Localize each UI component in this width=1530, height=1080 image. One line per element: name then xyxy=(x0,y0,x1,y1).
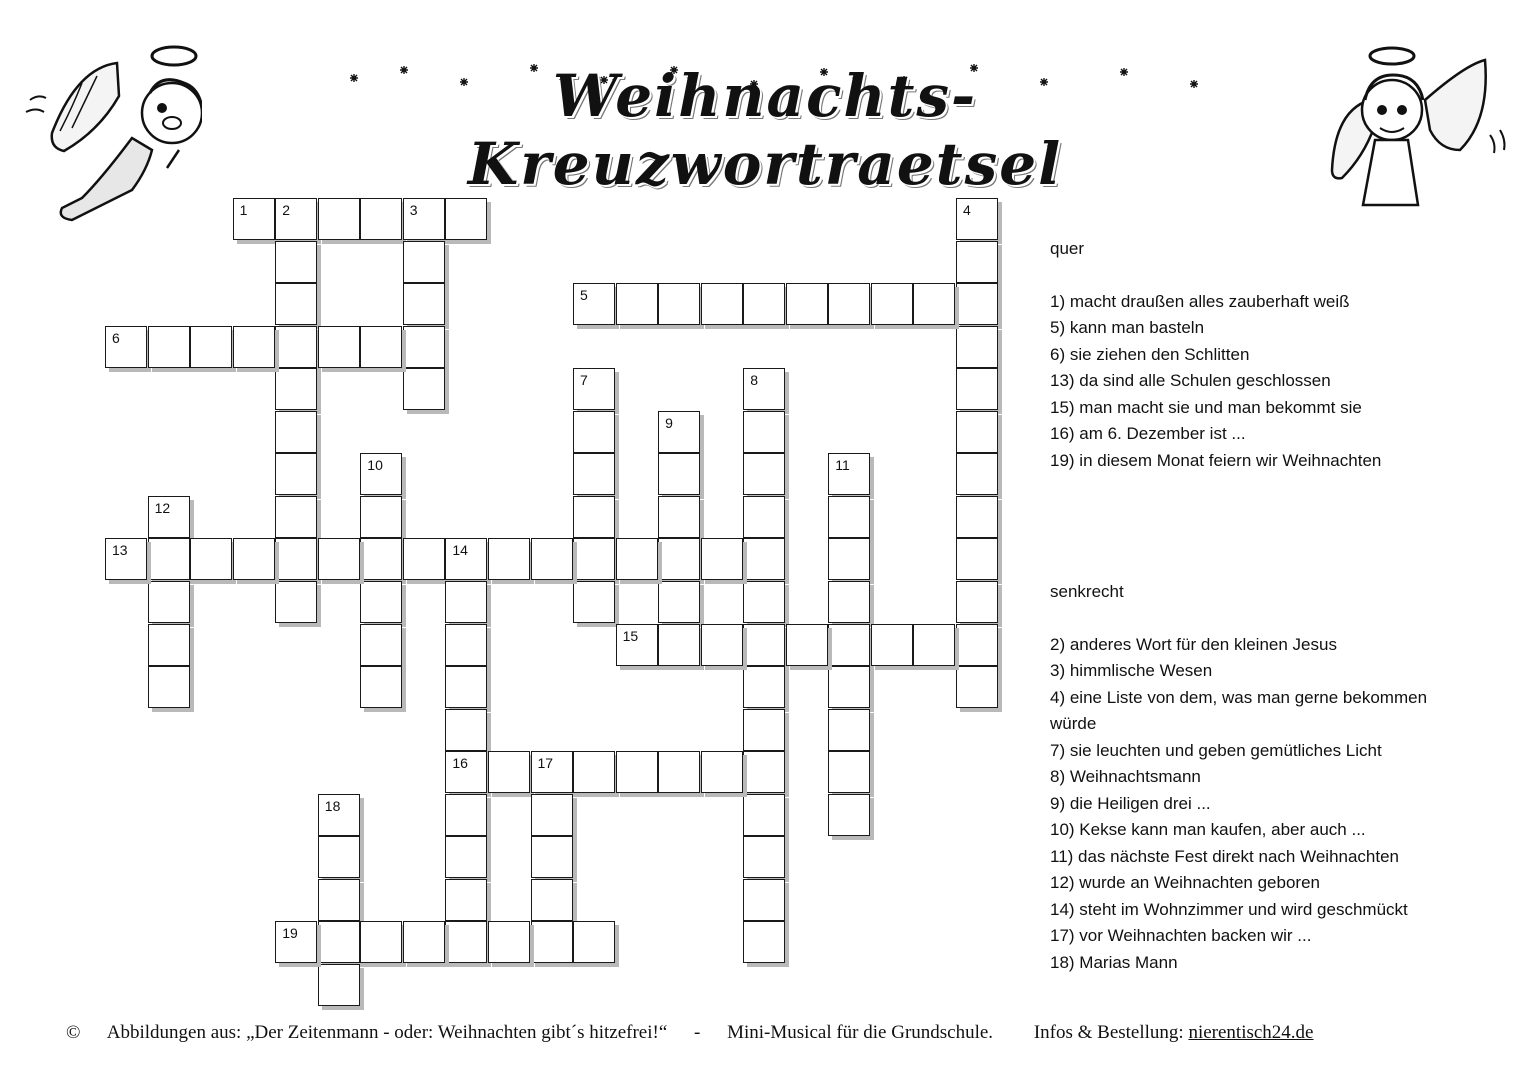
crossword-cell[interactable] xyxy=(275,368,317,410)
crossword-cell[interactable] xyxy=(318,538,360,580)
crossword-cell[interactable] xyxy=(743,709,785,751)
crossword-cell[interactable] xyxy=(318,964,360,1006)
clue-number: 7 xyxy=(580,372,588,389)
crossword-cell[interactable] xyxy=(956,496,998,538)
crossword-cell[interactable] xyxy=(956,368,998,410)
clue-number: 8 xyxy=(750,372,759,389)
crossword-cell[interactable] xyxy=(445,751,487,793)
crossword-cell[interactable] xyxy=(318,198,360,240)
crossword-cell[interactable] xyxy=(956,538,998,580)
clue-across-13: 13) da sind alle Schulen geschlossen xyxy=(1050,371,1331,390)
crossword-cell[interactable] xyxy=(488,751,530,793)
crossword-cell[interactable] xyxy=(743,411,785,453)
crossword-cell[interactable] xyxy=(616,751,658,793)
clue-down-18: 18) Marias Mann xyxy=(1050,952,1178,972)
crossword-cell[interactable] xyxy=(445,921,487,963)
down-clue-list xyxy=(1050,632,1510,977)
crossword-cell[interactable] xyxy=(658,283,700,325)
crossword-cell[interactable] xyxy=(956,411,998,453)
crossword-cell[interactable] xyxy=(743,879,785,921)
crossword-cell[interactable] xyxy=(360,496,402,538)
crossword-cell[interactable] xyxy=(786,624,828,666)
crossword-cell[interactable] xyxy=(360,538,402,580)
crossword-cell[interactable] xyxy=(445,836,487,878)
crossword-cell[interactable] xyxy=(743,836,785,878)
down-heading: senkrecht xyxy=(1050,582,1124,601)
crossword-cell[interactable] xyxy=(701,624,743,666)
crossword-cell[interactable] xyxy=(403,241,445,283)
footer-link[interactable]: nierentisch24.de xyxy=(1188,1022,1314,1043)
crossword-cell[interactable] xyxy=(403,921,445,963)
crossword-cell[interactable] xyxy=(956,453,998,495)
crossword-cell[interactable] xyxy=(743,538,785,580)
crossword-cell[interactable] xyxy=(743,794,785,836)
clue-down-12: 12) wurde an Weihnachten geboren xyxy=(1050,873,1320,892)
clue-down-8: 8) Weihnachtsmann xyxy=(1050,767,1201,786)
crossword-cell[interactable] xyxy=(828,538,870,580)
crossword-cell[interactable] xyxy=(871,283,913,325)
crossword-cell[interactable] xyxy=(275,453,317,495)
across-heading: quer xyxy=(1050,239,1085,258)
crossword-cell[interactable] xyxy=(871,624,913,666)
crossword-cell[interactable] xyxy=(360,921,402,963)
crossword-cell[interactable] xyxy=(275,241,317,283)
crossword-cell[interactable] xyxy=(743,453,785,495)
clue-down-9: 9) die Heiligen drei ... xyxy=(1050,793,1211,813)
crossword-cell[interactable] xyxy=(956,198,998,240)
crossword-cell[interactable] xyxy=(148,624,190,666)
crossword-cell[interactable] xyxy=(956,326,998,368)
crossword-cell[interactable] xyxy=(616,538,658,580)
clue-across-6: 6) sie ziehen den Schlitten xyxy=(1050,344,1250,364)
crossword-cell[interactable] xyxy=(956,581,998,623)
clue-number: 19 xyxy=(282,925,298,942)
crossword-cell[interactable] xyxy=(360,198,402,240)
clue-across-19: 19) in diesem Monat feiern wir Weihnachten xyxy=(1050,450,1382,470)
clue-number: 15 xyxy=(622,627,639,644)
crossword-cell[interactable] xyxy=(658,411,700,453)
copyright-symbol: © xyxy=(66,1022,81,1043)
clue-number: 17 xyxy=(537,755,554,772)
crossword-cell[interactable] xyxy=(956,241,998,283)
crossword-cell[interactable] xyxy=(828,751,870,793)
crossword-cell[interactable] xyxy=(743,496,785,538)
crossword-cell[interactable] xyxy=(148,496,190,538)
crossword-cell[interactable] xyxy=(318,794,360,836)
crossword-cell[interactable] xyxy=(190,326,232,368)
page-title: Weihnachts-Kreuzwortraetsel xyxy=(467,62,1063,198)
crossword-cell[interactable] xyxy=(360,326,402,368)
crossword-cell[interactable] xyxy=(360,581,402,623)
clue-across-1: 1) macht draußen alles zauberhaft weiß xyxy=(1050,291,1350,311)
clue-number: 14 xyxy=(452,542,468,559)
crossword-cell[interactable] xyxy=(828,709,870,751)
crossword-cell[interactable] xyxy=(701,751,743,793)
crossword-cell[interactable] xyxy=(445,624,487,666)
clue-number: 5 xyxy=(580,287,588,304)
crossword-cell[interactable] xyxy=(403,368,445,410)
clue-number: 11 xyxy=(835,457,850,474)
clue-number: 1 xyxy=(239,202,248,218)
clue-number: 3 xyxy=(409,202,418,218)
crossword-cell[interactable] xyxy=(531,751,573,793)
crossword-cell[interactable] xyxy=(616,283,658,325)
crossword-cell[interactable] xyxy=(786,283,828,325)
crossword-cell[interactable] xyxy=(318,326,360,368)
crossword-cell[interactable] xyxy=(275,921,317,963)
footer-description: Mini-Musical für die Grundschule. xyxy=(727,1022,994,1043)
footer-source: Abbildungen aus: „Der Zeitenmann - oder: Weihnachten gibt´s hitzefrei!“ xyxy=(106,1022,668,1043)
crossword-cell[interactable] xyxy=(573,283,615,325)
crossword-cell[interactable] xyxy=(658,538,700,580)
clue-number: 2 xyxy=(282,202,290,218)
crossword-cell[interactable] xyxy=(275,326,317,368)
crossword-cell[interactable] xyxy=(275,496,317,538)
crossword-cell[interactable] xyxy=(445,666,487,708)
crossword-cell[interactable] xyxy=(531,794,573,836)
clue-down-11: 11) das nächste Fest direkt nach Weihnachten xyxy=(1050,846,1400,866)
crossword-cell[interactable] xyxy=(743,751,785,793)
crossword-cell[interactable] xyxy=(573,921,615,963)
crossword-cell[interactable] xyxy=(403,538,445,580)
crossword-cell[interactable] xyxy=(658,453,700,495)
crossword-cell[interactable] xyxy=(828,624,870,666)
clue-across-16: 16) am 6. Dezember ist ... xyxy=(1050,424,1246,443)
crossword-cell[interactable] xyxy=(573,496,615,538)
crossword-cell[interactable] xyxy=(233,326,275,368)
clue-down-17: 17) vor Weihnachten backen wir ... xyxy=(1050,926,1312,945)
crossword-cell[interactable] xyxy=(148,581,190,623)
footer-separator: - xyxy=(694,1022,701,1043)
clue-number: 10 xyxy=(367,457,383,474)
crossword-cell[interactable] xyxy=(956,283,998,325)
crossword-cell[interactable] xyxy=(616,624,658,666)
crossword-cell[interactable] xyxy=(828,581,870,623)
clue-down-7: 7) sie leuchten und geben gemütliches Licht xyxy=(1050,740,1382,760)
crossword-cell[interactable] xyxy=(573,581,615,623)
crossword-cell[interactable] xyxy=(105,326,147,368)
crossword-cell[interactable] xyxy=(956,624,998,666)
crossword-cell[interactable] xyxy=(233,198,275,240)
footer-info-label: Infos & Bestellung: xyxy=(1033,1022,1184,1043)
crossword-cell[interactable] xyxy=(445,879,487,921)
crossword-cell[interactable] xyxy=(148,538,190,580)
crossword-cell[interactable] xyxy=(828,496,870,538)
crossword-cell[interactable] xyxy=(743,624,785,666)
crossword-cell[interactable] xyxy=(828,794,870,836)
crossword-cell[interactable] xyxy=(148,666,190,708)
clue-across-15: 15) man macht sie und man bekommt sie xyxy=(1050,397,1362,417)
crossword-cell[interactable] xyxy=(701,283,743,325)
clue-down-14: 14) steht im Wohnzimmer und wird geschmückt xyxy=(1050,899,1408,919)
clue-number: 4 xyxy=(963,202,971,218)
crossword-cell[interactable] xyxy=(573,453,615,495)
crossword-cell[interactable] xyxy=(531,921,573,963)
crossword-cell[interactable] xyxy=(360,624,402,666)
crossword-cell[interactable] xyxy=(531,538,573,580)
clues-panel xyxy=(1050,236,1510,976)
crossword-cell[interactable] xyxy=(148,326,190,368)
crossword-cell[interactable] xyxy=(445,794,487,836)
crossword-cell[interactable] xyxy=(403,198,445,240)
crossword-cell[interactable] xyxy=(743,666,785,708)
clue-number: 9 xyxy=(665,414,673,431)
crossword-cell[interactable] xyxy=(701,538,743,580)
crossword-cell[interactable] xyxy=(828,453,870,495)
clue-down-10: 10) Kekse kann man kaufen, aber auch ... xyxy=(1050,820,1366,839)
crossword-cell[interactable] xyxy=(233,538,275,580)
clue-number: 16 xyxy=(452,755,468,772)
footer xyxy=(66,1022,1486,1044)
crossword-cell[interactable] xyxy=(445,709,487,751)
crossword-cell[interactable] xyxy=(743,368,785,410)
crossword-cell[interactable] xyxy=(360,453,402,495)
crossword-cell[interactable] xyxy=(573,538,615,580)
crossword-cell[interactable] xyxy=(445,581,487,623)
crossword-cell[interactable] xyxy=(488,538,530,580)
crossword-cell[interactable] xyxy=(190,538,232,580)
clue-number: 12 xyxy=(154,499,171,516)
crossword-cell[interactable] xyxy=(828,666,870,708)
crossword-cell[interactable] xyxy=(360,666,402,708)
crossword-cell[interactable] xyxy=(658,624,700,666)
crossword-cell[interactable] xyxy=(956,666,998,708)
crossword-cell[interactable] xyxy=(318,879,360,921)
crossword-cell[interactable] xyxy=(573,751,615,793)
crossword-cell[interactable] xyxy=(275,411,317,453)
crossword-cell[interactable] xyxy=(445,538,487,580)
crossword-cell[interactable] xyxy=(573,368,615,410)
crossword-cell[interactable] xyxy=(828,283,870,325)
clue-number: 13 xyxy=(112,542,128,559)
crossword-cell[interactable] xyxy=(658,751,700,793)
crossword-cell[interactable] xyxy=(573,411,615,453)
crossword-cell[interactable] xyxy=(275,581,317,623)
crossword-cell[interactable] xyxy=(913,624,955,666)
clue-across-5: 5) kann man basteln xyxy=(1050,318,1205,337)
crossword-cell[interactable] xyxy=(318,836,360,878)
crossword-cell[interactable] xyxy=(743,283,785,325)
clue-down-4: 4) eine Liste von dem, was man gerne bekommen würde xyxy=(1050,687,1428,733)
clue-number: 18 xyxy=(324,797,341,814)
across-clue-list xyxy=(1050,289,1510,475)
crossword-cell[interactable] xyxy=(658,496,700,538)
clue-number: 6 xyxy=(112,329,120,346)
crossword-cell[interactable] xyxy=(403,326,445,368)
crossword-cell[interactable] xyxy=(488,921,530,963)
crossword-cell[interactable] xyxy=(445,198,487,240)
crossword-cell[interactable] xyxy=(105,538,147,580)
crossword-cell[interactable] xyxy=(403,283,445,325)
crossword-cell[interactable] xyxy=(658,581,700,623)
clue-down-3: 3) himmlische Wesen xyxy=(1050,661,1213,680)
crossword-cell[interactable] xyxy=(743,921,785,963)
crossword-cell[interactable] xyxy=(275,283,317,325)
crossword-cell[interactable] xyxy=(318,921,360,963)
crossword-cell[interactable] xyxy=(743,581,785,623)
crossword-cell[interactable] xyxy=(531,836,573,878)
crossword-cell[interactable] xyxy=(913,283,955,325)
clue-down-2: 2) anderes Wort für den kleinen Jesus xyxy=(1050,634,1337,654)
crossword-cell[interactable] xyxy=(531,879,573,921)
crossword-cell[interactable] xyxy=(275,538,317,580)
crossword-cell[interactable] xyxy=(275,198,317,240)
